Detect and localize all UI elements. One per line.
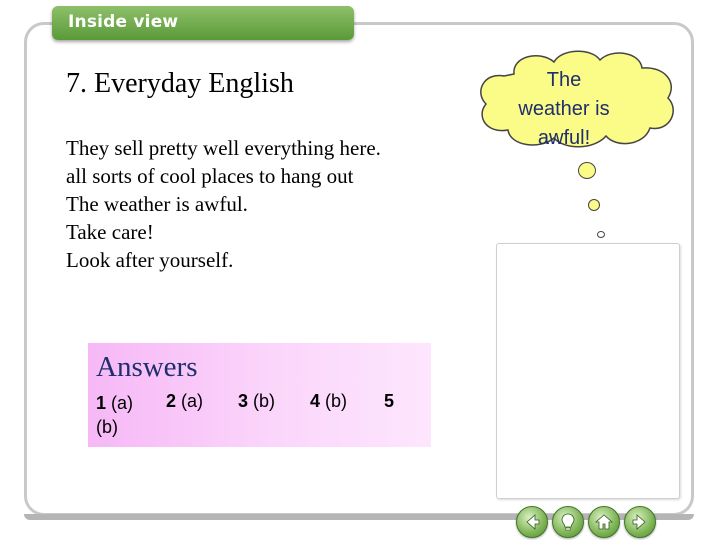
section-tab xyxy=(52,6,354,40)
answer-item-5 xyxy=(384,391,394,412)
answer-letter: (a) xyxy=(181,391,204,411)
thought-bubble-medium xyxy=(588,199,600,211)
answer-number: 3 xyxy=(238,391,249,411)
back-button[interactable] xyxy=(516,506,548,538)
cloud-line: awful! xyxy=(537,127,591,149)
image-panel xyxy=(496,243,680,499)
cloud-line: The xyxy=(546,69,582,91)
answers-box xyxy=(88,343,431,447)
thought-cloud-text xyxy=(496,66,632,153)
answer-letter-extra: (b) xyxy=(96,417,118,437)
page-title: 7. Everyday English xyxy=(66,68,294,99)
phrase-line: Take care! xyxy=(66,220,154,244)
phrase-line: The weather is awful. xyxy=(66,192,248,216)
phrase-line: They sell pretty well everything here. xyxy=(66,136,381,160)
thought-bubble-large xyxy=(578,162,596,179)
answer-item-4 xyxy=(310,391,347,412)
answer-number: 4 xyxy=(310,391,321,411)
forward-arrow-icon xyxy=(630,512,650,532)
cloud-line: weather is xyxy=(518,98,610,120)
phrase-line: Look after yourself. xyxy=(66,248,234,272)
answer-letter: (a) xyxy=(111,393,134,413)
back-arrow-icon xyxy=(522,512,542,532)
section-tab-label: Inside view xyxy=(68,12,179,32)
thought-bubble-small xyxy=(597,231,605,238)
answer-item-3 xyxy=(238,391,275,412)
home-icon xyxy=(594,512,614,532)
answer-letter: (b) xyxy=(325,391,348,411)
answers-title: Answers xyxy=(96,351,198,383)
answer-item-1 xyxy=(96,391,156,439)
answer-item-2 xyxy=(166,391,203,412)
lightbulb-icon xyxy=(558,512,578,532)
answer-number: 1 xyxy=(96,393,107,413)
answer-number: 2 xyxy=(166,391,177,411)
forward-button[interactable] xyxy=(624,506,656,538)
hint-button[interactable] xyxy=(552,506,584,538)
phrase-list xyxy=(66,134,381,274)
answer-number: 5 xyxy=(384,391,395,411)
phrase-line: all sorts of cool places to hang out xyxy=(66,164,354,188)
answer-letter: (b) xyxy=(253,391,276,411)
home-button[interactable] xyxy=(588,506,620,538)
